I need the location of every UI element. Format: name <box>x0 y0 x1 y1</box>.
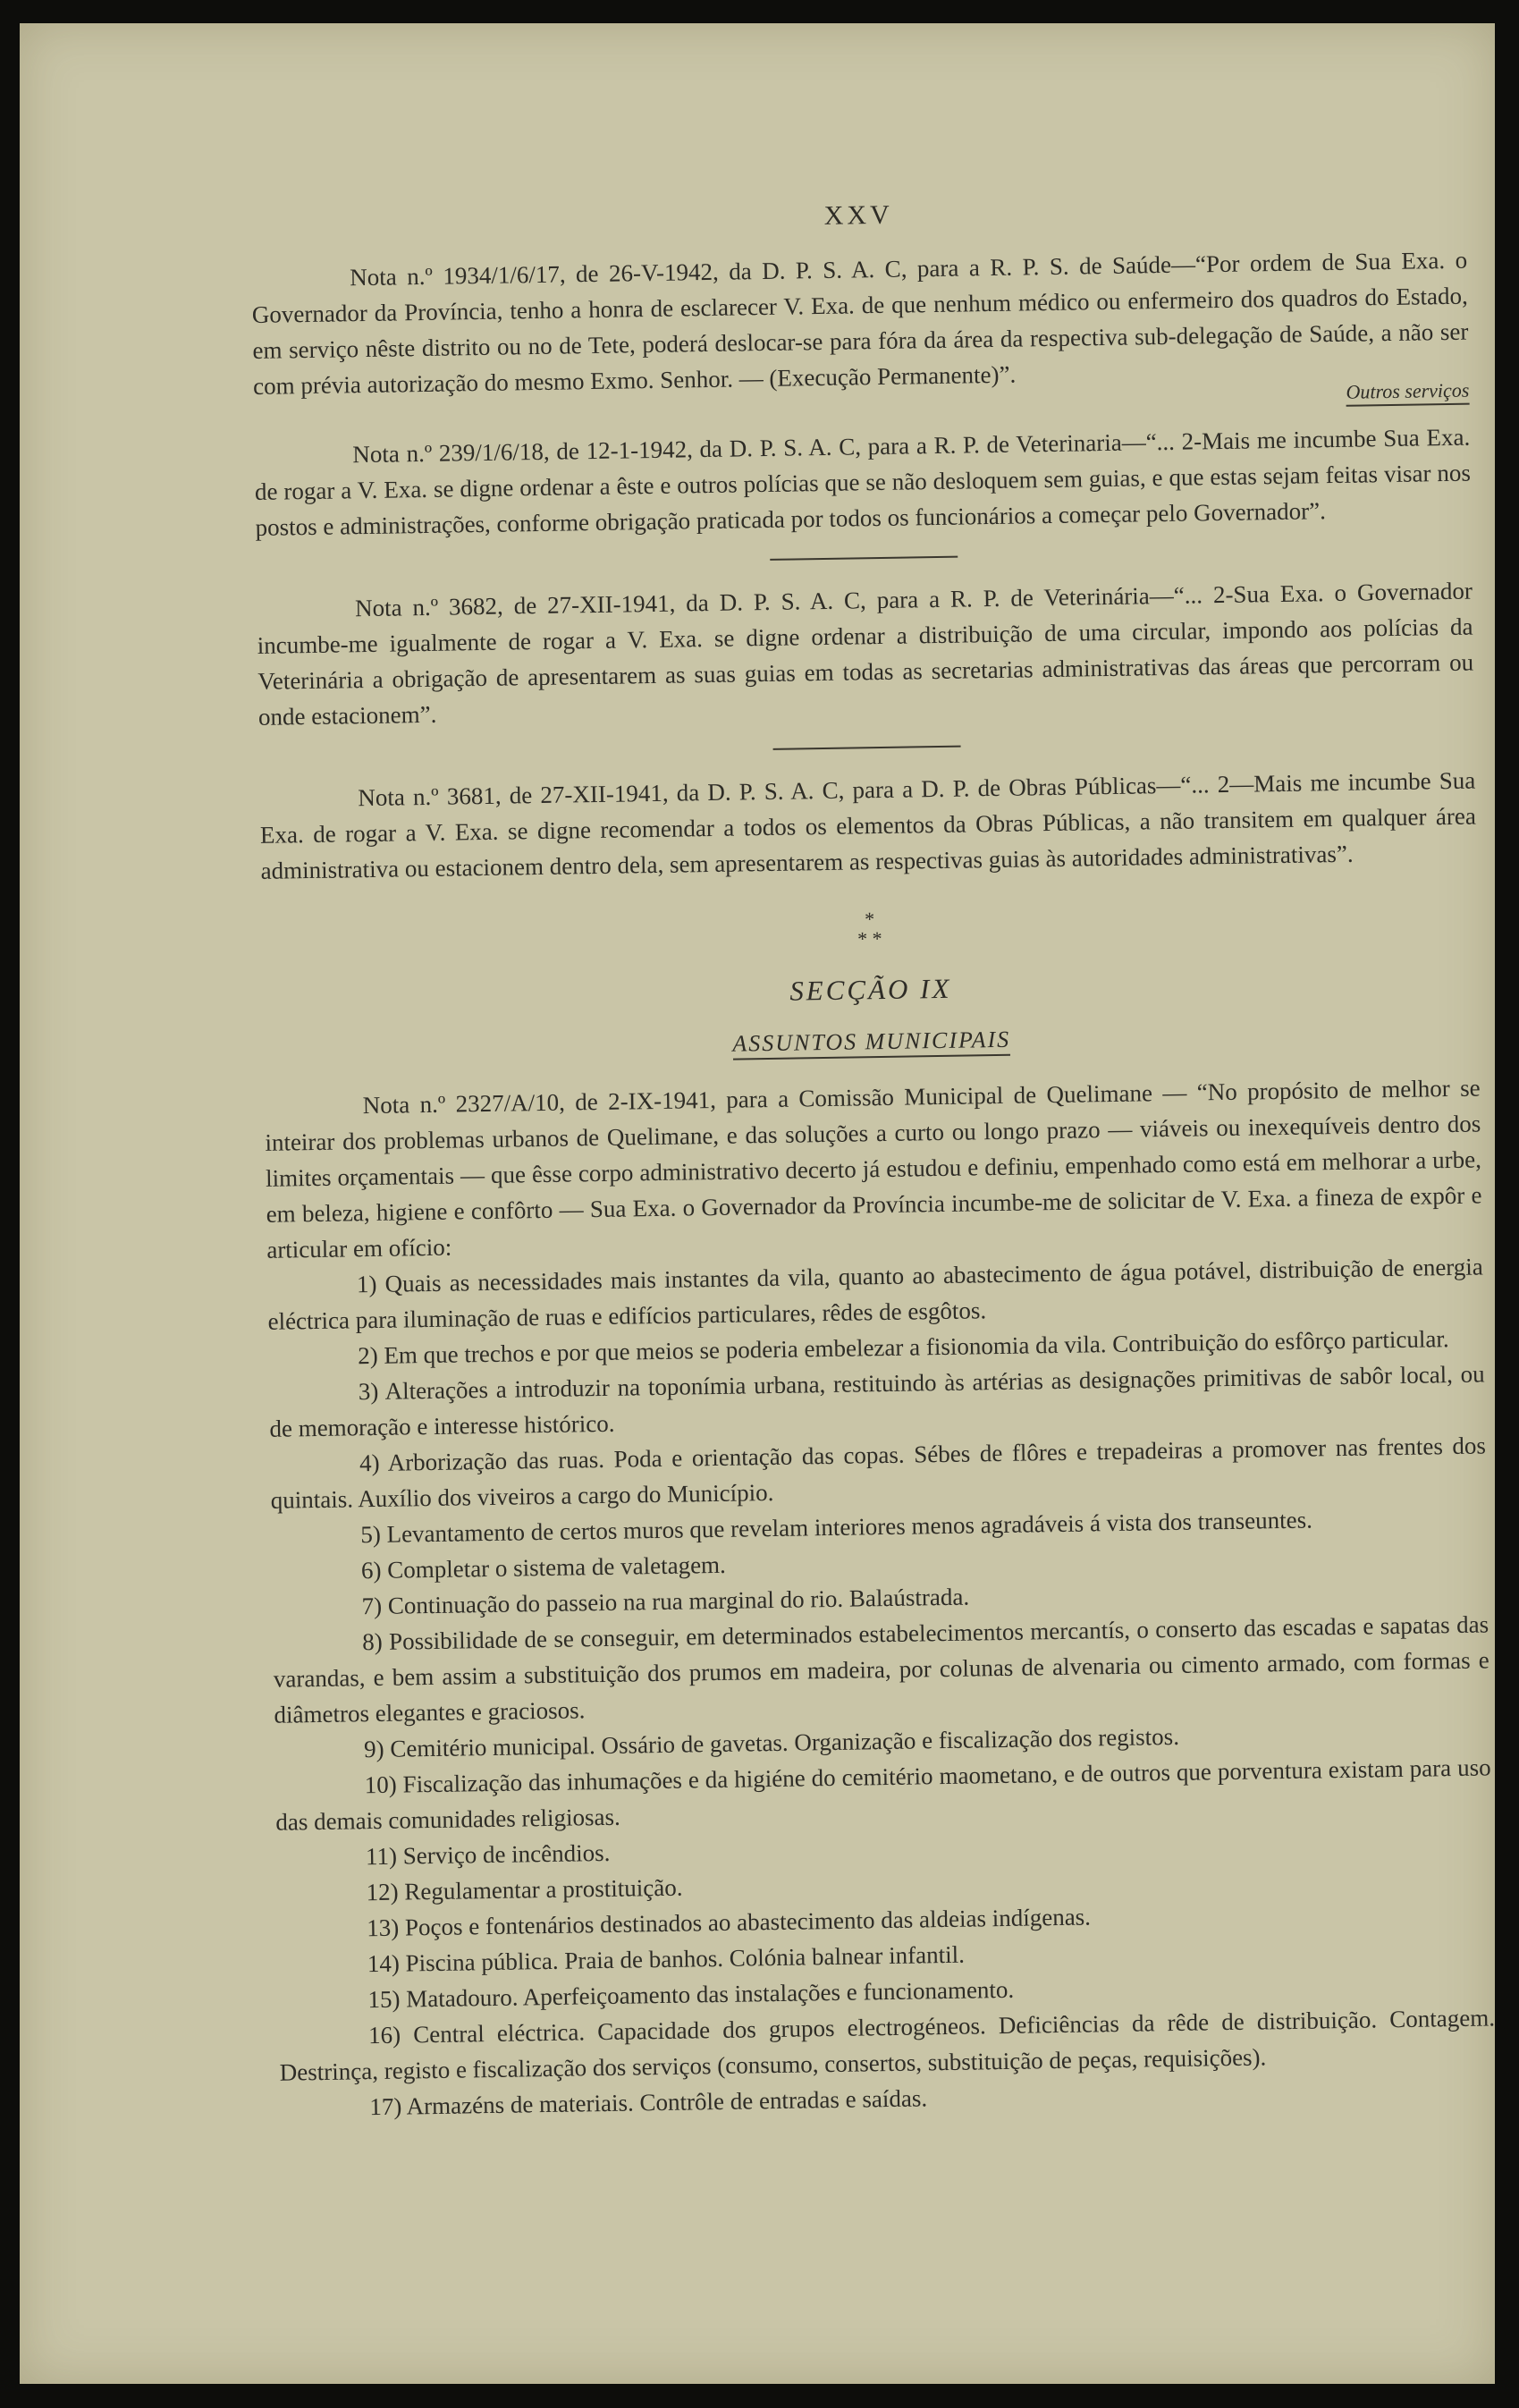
document-page <box>20 23 1495 2384</box>
list-item: 4) Arborização das ruas. Poda e orientação das copas. Sébes de flôres e trepadeiras a promover nas frentes dos quintais. Auxílio dos viveiros a cargo do Município. <box>270 1432 1487 1514</box>
section-subtitle <box>264 1015 1480 1069</box>
list-item: 16) Central eléctrica. Capacidade dos grupos electrogéneos. Deficiências da rêde de distribuição. Contagem. Destrinça, registo e fiscalização dos serviços (consumo, consertos, substituição de peças, requisições). <box>279 2004 1496 2086</box>
asterism-bottom: * * <box>857 927 882 951</box>
section-subtitle-text: ASSUNTOS MUNICIPAIS <box>732 1027 1010 1060</box>
section-title: SECÇÃO IX <box>789 972 952 1007</box>
note-239: Nota n.º 239/1/6/18, de 12-1-1942, da D. P. S. A. C, para a R. P. de Veterinaria—“... 2-Mais me incumbe Sua Exa. de rogar a V. Exa. se digne ordenar a êste e outros polícias que se não desloquem sem guias, e que estas sejam feitas visar nos postos e administrações, conforme obrigação praticada por todos os funcionários a começar pelo Governador”. <box>254 423 1472 541</box>
page-content <box>250 189 1497 2126</box>
list-item: 15) Matadouro. Aperfeiçoamento das instalações e funcionamento. <box>367 1975 1015 2014</box>
list-item: 7) Continuação do passeio na rua marginal do rio. Balaústrada. <box>361 1583 970 1620</box>
asterism-top: * <box>864 908 875 931</box>
note-3682: Nota n.º 3682, de 27-XII-1941, da D. P. S. A. C, para a R. P. de Veterinária—“... 2-Sua Exa. o Governador incumbe-me igualmente de rogar a V. Exa. se digne ordenar a distribuição de uma circular, impondo aos polícias da Veterinária a obrigação de apresentarem as suas guias em todas as secretarias administrativas das áreas que percorram ou onde estacionem”. <box>257 577 1474 731</box>
list-item: 5) Levantamento de certos muros que revelam interiores menos agradáveis á vista dos transeuntes. <box>360 1506 1313 1549</box>
list-item: 1) Quais as necessidades mais instantes da vila, quanto ao abastecimento de água potável, distribuição de energia eléctrica para iluminação de ruas e edifícios particulares, rêdes de esgôtos. <box>267 1253 1484 1335</box>
asterism <box>262 900 1479 959</box>
list-item: 3) Alterações a introduzir na toponímia urbana, restituindo às artérias as designações primitivas de sabôr local, ou de memoração e interesse histórico. <box>269 1360 1485 1442</box>
margin-note-text: Outros serviços <box>1346 379 1469 407</box>
list-item: 13) Poços e fontenários destinados ao abastecimento das aldeias indígenas. <box>367 1903 1092 1942</box>
list-item: 6) Completar o sistema de valetagem. <box>360 1550 727 1584</box>
list-item: 12) Regulamentar a prostituição. <box>366 1873 683 1906</box>
list-item: 2) Em que trechos e por que meios se poderia embelezar a fisionomia da vila. Contribuição do esfôrço particular. <box>357 1325 1449 1370</box>
divider-rule <box>773 746 961 750</box>
list-item: 17) Armazéns de materiais. Contrôle de entradas e saídas. <box>369 2084 928 2121</box>
note-3681: Nota n.º 3681, de 27-XII-1941, da D. P. S. A. C, para a D. P. de Obras Públicas—“... 2—Mais me incumbe Sua Exa. de rogar a V. Exa. se digne recomendar a todos os elementos da Obras Públicas, a não transitem em qualquer área administrativa ou estacionem dentro dela, sem apresentarem as respectivas guias às autoridades administrativas”. <box>259 766 1477 884</box>
note-2327: Nota n.º 2327/A/10, de 2-IX-1941, para a Comissão Municipal de Quelimane — “No propósito de melhor se inteirar dos problemas urbanos de Quelimane, e das soluções a curto ou longo prazo — viáveis ou inexequíveis dentro dos limites orçamentais — que êsse corpo administrativo decerto já estudou e definiu, empenhado como está em melhorar a urbe, em beleza, higiene e confôrto — Sua Exa. o Governador da Província incumbe-me de solicitar de V. Exa. a fineza de expôr e articular em ofício: <box>265 1074 1482 1263</box>
list-item: 11) Serviço de incêndios. <box>365 1838 611 1871</box>
divider-rule <box>770 556 958 561</box>
list-item: 9) Cemitério municipal. Ossário de gavetas. Organização e fiscalização dos registos. <box>363 1722 1180 1763</box>
list-item: 10) Fiscalização das inhumações e da higiéne do cemitério maometano, e de outros que porventura existam para uso das demais comunidades religiosas. <box>275 1753 1491 1836</box>
page-number: XXV <box>823 199 893 231</box>
list-item: 14) Piscina pública. Praia de banhos. Colónia balnear infantil. <box>367 1940 966 1978</box>
list-item: 8) Possibilidade de se conseguir, em determinados estabelecimentos mercantís, o conserto das escadas e sapatas das varandas, e bem assim a substituição dos prumos em madeira, por colunas de alvenaria ou cimento armado, com formas e diâmetros elegantes e graciosos. <box>273 1610 1489 1728</box>
note-1934: Nota n.º 1934/1/6/17, de 26-V-1942, da D. P. S. A. C, para a R. P. S. de Saúde—“Por ordem de Sua Exa. o Governador da Província, tenho a honra de esclarecer V. Exa. de que nenhum médico ou enfermeiro dos quadros do Estado, em serviço nêste distrito ou no de Tete, poderá deslocar-se para fóra da área da respectiva sub-delegação de Saúde, a não ser com prévia autorização do mesmo Exmo. Senhor. — (Execução Permanente)”. <box>251 246 1469 400</box>
